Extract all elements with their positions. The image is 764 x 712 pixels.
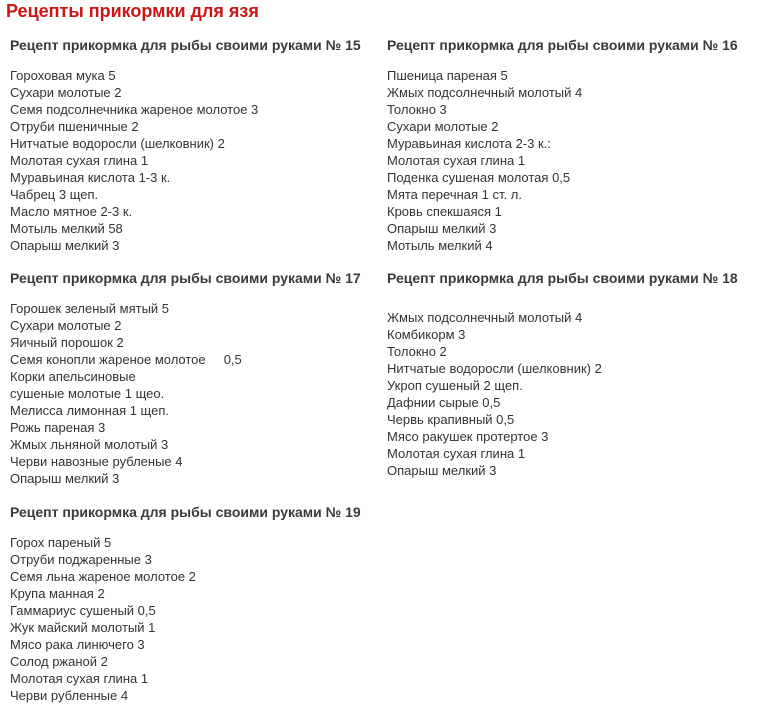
recipe-18 xyxy=(387,270,763,479)
ingredient-item: Крупа манная 2 xyxy=(10,586,105,601)
ingredient-item: Отруби поджаренные 3 xyxy=(10,552,152,567)
ingredient-item: Яичный порошок 2 xyxy=(10,335,124,350)
ingredient-item: Гаммариус сушеный 0,5 xyxy=(10,603,156,618)
page-title: Рецепты прикормки для язя xyxy=(6,1,259,21)
ingredient-item: Сухари молотые 2 xyxy=(10,85,122,100)
ingredient-item: Опарыш мелкий 3 xyxy=(10,238,120,253)
recipe-17 xyxy=(10,270,386,487)
recipe-title: Рецепт прикормка для рыбы своими руками № 19 xyxy=(10,504,361,520)
ingredient-item: Молотая сухая глина 1 xyxy=(10,153,149,168)
recipe-title: Рецепт прикормка для рыбы своими руками № 15 xyxy=(10,37,361,53)
ingredient-item: Гороховая мука 5 xyxy=(10,68,116,83)
ingredient-item: Опарыш мелкий 3 xyxy=(10,471,120,486)
ingredient-list xyxy=(10,300,386,487)
ingredient-item: Муравьиная кислота 2-3 к.: xyxy=(387,136,551,151)
recipe-16 xyxy=(387,37,763,254)
ingredient-item: Сухари молотые 2 xyxy=(387,119,499,134)
ingredient-list xyxy=(387,67,763,254)
ingredient-list xyxy=(10,534,386,704)
ingredient-item: Опарыш мелкий 3 xyxy=(387,221,497,236)
ingredient-item: Молотая сухая глина 1 xyxy=(387,153,526,168)
ingredient-item: Опарыш мелкий 3 xyxy=(387,463,497,478)
ingredient-item: Жмых подсолнечный молотый 4 xyxy=(387,310,583,325)
ingredient-item: Черви навозные рубленые 4 xyxy=(10,454,183,469)
ingredient-item: Жмых льняной молотый 3 xyxy=(10,437,169,452)
ingredient-item: Солод ржаной 2 xyxy=(10,654,108,669)
recipe-title: Рецепт прикормка для рыбы своими руками № 17 xyxy=(10,270,361,286)
ingredient-item: Комбикорм 3 xyxy=(387,327,466,342)
ingredient-item: Горох пареный 5 xyxy=(10,535,112,550)
ingredient-item: Сухари молотые 2 xyxy=(10,318,122,333)
ingredient-item: Мясо рака линючего 3 xyxy=(10,637,145,652)
ingredient-item: Молотая сухая глина 1 xyxy=(387,446,526,461)
ingredient-item: Кровь спекшаяся 1 xyxy=(387,204,502,219)
ingredient-item: Пшеница пареная 5 xyxy=(387,68,508,83)
ingredient-item: Укроп сушеный 2 щеп. xyxy=(387,378,523,393)
ingredient-item: Рожь пареная 3 xyxy=(10,420,106,435)
ingredient-list xyxy=(387,309,763,479)
ingredient-item: Нитчатые водоросли (шелковник) 2 xyxy=(387,361,602,376)
ingredient-item: Жук майский молотый 1 xyxy=(10,620,156,635)
ingredient-item: Масло мятное 2-3 к. xyxy=(10,204,133,219)
ingredient-item: Горошек зеленый мятый 5 xyxy=(10,301,170,316)
ingredient-item: Мотыль мелкий 4 xyxy=(387,238,493,253)
ingredient-item: Мясо ракушек протертое 3 xyxy=(387,429,549,444)
recipe-15 xyxy=(10,37,386,254)
ingredient-item: Семя конопли жареное молотое 0,5 xyxy=(10,352,242,367)
ingredient-item: Толокно 2 xyxy=(387,344,447,359)
recipe-19 xyxy=(10,504,386,704)
ingredient-item: Муравьиная кислота 1-3 к. xyxy=(10,170,171,185)
ingredient-item: Отруби пшеничные 2 xyxy=(10,119,139,134)
ingredient-item: Дафнии сырые 0,5 xyxy=(387,395,501,410)
ingredient-item: Семя льна жареное молотое 2 xyxy=(10,569,196,584)
ingredient-item: Мотыль мелкий 58 xyxy=(10,221,123,236)
ingredient-item: Мята перечная 1 ст. л. xyxy=(387,187,522,202)
ingredient-item: Черви рубленные 4 xyxy=(10,688,129,703)
ingredient-item: Мелисса лимонная 1 щеп. xyxy=(10,403,169,418)
ingredient-item: Толокно 3 xyxy=(387,102,447,117)
ingredient-item: Поденка сушеная молотая 0,5 xyxy=(387,170,571,185)
ingredient-item: Молотая сухая глина 1 xyxy=(10,671,149,686)
recipe-title: Рецепт прикормка для рыбы своими руками № 16 xyxy=(387,37,738,53)
ingredient-item: Чабрец 3 щеп. xyxy=(10,187,99,202)
ingredient-item: Нитчатые водоросли (шелковник) 2 xyxy=(10,136,225,151)
ingredient-item: Корки апельсиновые xyxy=(10,369,136,384)
ingredient-item: сушеные молотые 1 щео. xyxy=(10,386,165,401)
ingredient-item: Червь крапивный 0,5 xyxy=(387,412,515,427)
ingredient-list xyxy=(10,67,386,254)
ingredient-item: Семя подсолнечника жареное молотое 3 xyxy=(10,102,259,117)
recipe-title: Рецепт прикормка для рыбы своими руками № 18 xyxy=(387,270,738,286)
ingredient-item: Жмых подсолнечный молотый 4 xyxy=(387,85,583,100)
